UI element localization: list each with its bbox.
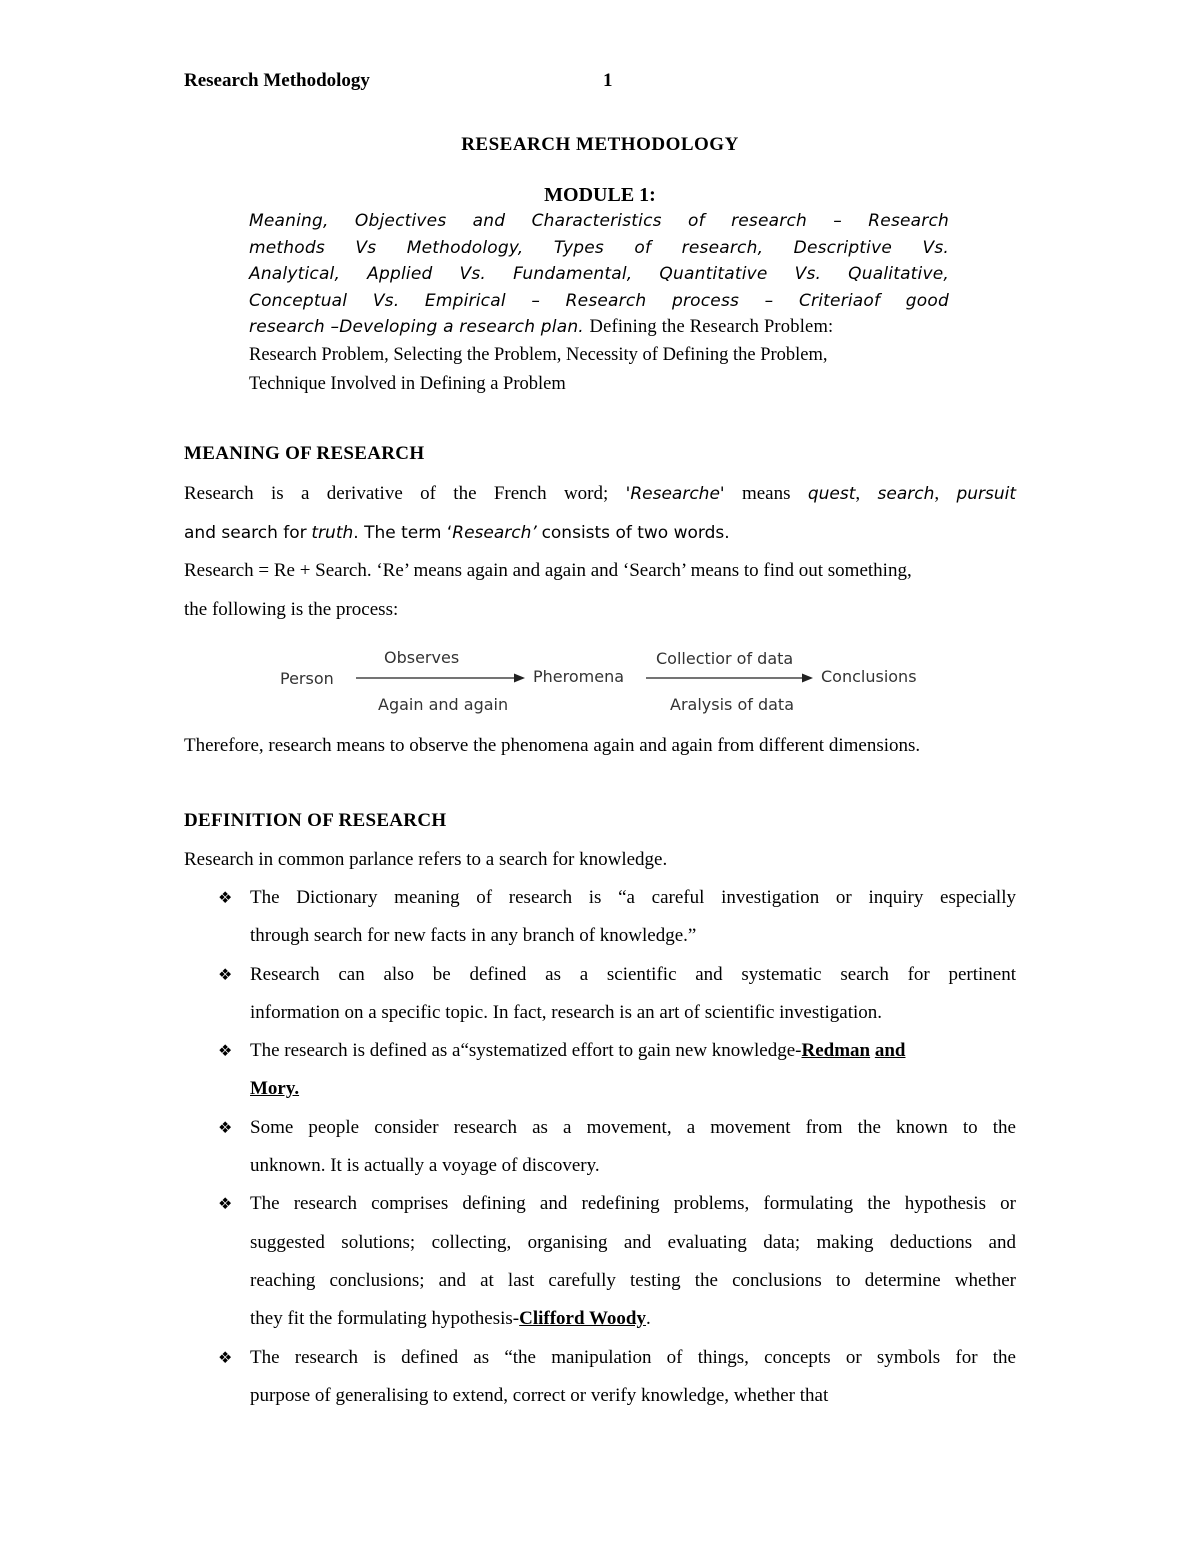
- meaning-heading: MEANING OF RESEARCH: [184, 443, 425, 464]
- module-heading: MODULE 1:: [544, 184, 656, 206]
- diagram-arrows: [270, 640, 950, 720]
- diagram-node-phenomena: Pheromena: [533, 667, 625, 686]
- definition-intro: Research in common parlance refers to a search for knowledge.: [184, 849, 668, 870]
- page-number: 1: [603, 70, 613, 91]
- citation-redman: Redman: [801, 1040, 871, 1062]
- meaning-paragraph: [184, 475, 1016, 629]
- bullet-diamond-icon: ❖: [218, 964, 233, 984]
- module-description: [249, 208, 949, 399]
- list-item: ❖ Some people consider research as a movement, a movement from the known to the unknown. It is actually a voyage of discovery.: [184, 1109, 1016, 1186]
- diagram-node-conclusions: Conclusions: [821, 667, 917, 686]
- document-title: RESEARCH METHODOLOGY: [461, 134, 739, 155]
- list-item: ❖ The research is defined as “the manipulation of things, concepts or symbols for the purpose of generalising to extend, correct or verify knowledge, whether that: [184, 1339, 1016, 1416]
- module-line: Meaning, Objectives and Characteristics of research – Research: [249, 211, 949, 231]
- module-line: Technique Involved in Defining a Problem: [249, 373, 566, 394]
- list-item: ❖ The Dictionary meaning of research is “a careful investigation or inquiry especially through search for new facts in any branch of knowledge.”: [184, 879, 1016, 956]
- module-plain-tail: Defining the Research Problem:: [589, 317, 834, 337]
- definition-heading: DEFINITION OF RESEARCH: [184, 810, 447, 831]
- citation-clifford-woody: Clifford Woody: [519, 1308, 646, 1330]
- running-header-title: Research Methodology: [184, 70, 370, 91]
- definition-bullet-list: [184, 879, 1016, 1415]
- bullet-diamond-icon: ❖: [218, 1194, 233, 1214]
- meaning-line-3: Research = Re + Search. ‘Re’ means again and again and ‘Search’ means to find out something,: [184, 560, 912, 581]
- meaning-conclusion: Therefore, research means to observe the phenomena again and again from different dimensions.: [184, 735, 921, 756]
- diagram-label-collection: Collectior of data: [656, 649, 794, 668]
- diagram-label-observes: Observes: [384, 648, 460, 667]
- list-item: ❖ The research comprises defining and redefining problems, formulating the hypothesis or suggested solutions; collecting, organising and evaluating data; making deductions and reaching conclusions; and at last carefully testing the conclusions to determine whether they fit the formulating hypothesis-Clifford Woody.: [184, 1185, 1016, 1338]
- bullet-diamond-icon: ❖: [218, 1041, 233, 1061]
- bullet-diamond-icon: ❖: [218, 1347, 233, 1367]
- module-line: Analytical, Applied Vs. Fundamental, Quantitative Vs. Qualitative,: [249, 264, 949, 284]
- arrow-person-to-phenomena: [356, 674, 525, 683]
- module-line: Conceptual Vs. Empirical – Research process – Criteriaof good: [249, 290, 949, 311]
- list-item: ❖ The research is defined as a“systematized effort to gain new knowledge-Redman and Mory.: [184, 1032, 1016, 1109]
- meaning-line-2: and search for truth. The term ‘Research’ consists of two words.: [184, 522, 730, 543]
- meaning-line-1: Research is a derivative of the French word; 'Researche' means quest, search, pursuit: [184, 483, 1017, 504]
- bullet-diamond-icon: ❖: [218, 1117, 233, 1137]
- diagram-label-analysis: Aralysis of data: [670, 695, 794, 714]
- meaning-line-4: the following is the process:: [184, 598, 399, 620]
- citation-and: and: [874, 1040, 906, 1062]
- diagram-node-person: Person: [280, 669, 334, 688]
- citation-mory: Mory.: [250, 1078, 300, 1100]
- module-line: research –Developing a research plan. Defining the Research Problem:: [249, 317, 834, 337]
- module-line: methods Vs Methodology, Types of research, Descriptive Vs.: [249, 237, 949, 258]
- bullet-diamond-icon: ❖: [218, 888, 233, 907]
- arrow-phenomena-to-conclusions: [646, 674, 813, 683]
- module-line: Research Problem, Selecting the Problem, Necessity of Defining the Problem,: [249, 344, 828, 365]
- diagram-label-again: Again and again: [378, 695, 509, 714]
- research-process-diagram: [270, 640, 950, 720]
- list-item: ❖ Research can also be defined as a scientific and systematic search for pertinent information on a specific topic. In fact, research is an art of scientific investigation.: [184, 956, 1016, 1033]
